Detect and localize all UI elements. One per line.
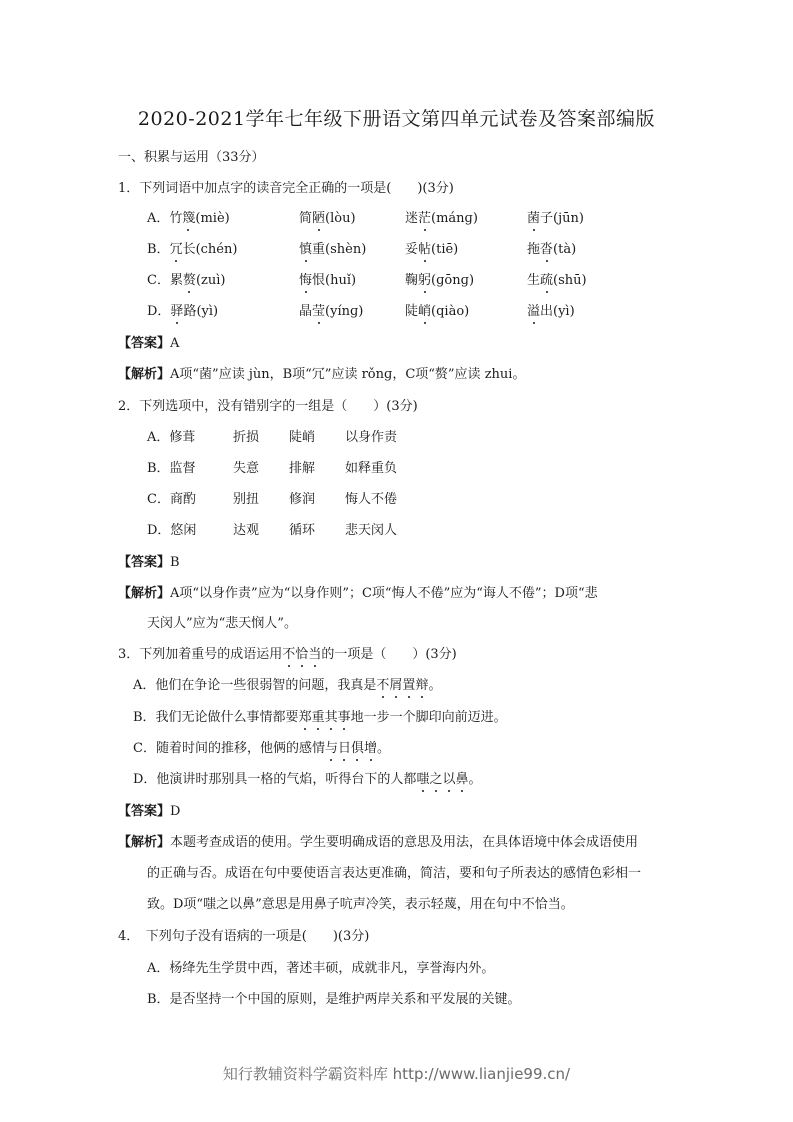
q1-b-1: B．冗长(chén) — [147, 238, 237, 257]
q2-d-4: 悲天闵人 — [345, 523, 398, 538]
q2-d-3: 循环 — [289, 523, 316, 538]
question-3-stem: 3．下列加着重号的成语运用不恰当的一项是（ ）(3分) — [118, 643, 457, 662]
q2-a-1: A．修葺 — [147, 430, 196, 445]
analysis-label: 【解析】 — [118, 586, 171, 601]
analysis-text: 本题考查成语的使用。学生要明确成语的意思及用法，在具体语境中体会成语使用 — [170, 835, 639, 850]
q2-b-3: 排解 — [289, 461, 316, 476]
q2-a-3: 陡峭 — [289, 430, 316, 445]
q3-analysis-continued-1: 的正确与否。成语在句中要使语言表达更准确，简洁，要和句子所表达的感情色彩相一 — [147, 866, 642, 881]
q1-analysis — [118, 363, 525, 382]
q2-b-1: B．监督 — [147, 461, 196, 476]
q2-c-1: C．商酌 — [147, 492, 196, 507]
q3-option-a: A．他们在争论一些很弱智的问题，我真是不屑置辩。 — [133, 674, 441, 693]
q2-d-1: D．悠闲 — [147, 523, 197, 538]
q2-d-2: 达观 — [233, 523, 260, 538]
answer-label: 【答案】 — [118, 804, 171, 819]
analysis-text: A项“菌”应读 jùn，B项“冗”应读 rǒnɡ，C项“赘”应读 zhui。 — [170, 367, 526, 382]
q1-answer — [118, 332, 179, 351]
q2-a-4: 以身作责 — [345, 430, 398, 445]
question-2-stem: 2．下列选项中，没有错别字的一组是（ ）(3分) — [118, 399, 418, 414]
q1-b-3: 妥帖(tiē) — [405, 238, 458, 257]
answer-value: B — [170, 555, 180, 570]
q1-d-1: D．驿路(yì) — [147, 300, 218, 319]
q1-c-1: C．累赘(zuì) — [147, 269, 226, 288]
q1-c-2: 悔恨(huǐ) — [299, 269, 356, 288]
q1-a-1: A．竹篾(miè) — [147, 207, 230, 226]
question-4-stem: 4． 下列句子没有语病的一项是( )(3分) — [118, 929, 370, 944]
q3-answer — [118, 800, 180, 819]
q3-analysis — [118, 831, 638, 850]
q2-c-4: 悔人不倦 — [345, 492, 398, 507]
q1-c-3: 鞠躬(ɡōnɡ) — [405, 269, 474, 288]
section-heading: 一、积累与运用（33分） — [118, 150, 265, 165]
q1-d-2: 晶莹(yínɡ) — [299, 300, 363, 319]
analysis-label: 【解析】 — [118, 367, 171, 382]
analysis-label: 【解析】 — [118, 835, 171, 850]
q3-option-b: B．我们无论做什么事情都要郑重其事地一步一个脚印向前迈进。 — [133, 706, 507, 725]
q2-c-3: 修润 — [289, 492, 316, 507]
q2-b-2: 失意 — [233, 461, 260, 476]
q2-c-2: 别扭 — [233, 492, 260, 507]
q1-d-3: 陡峭(qiào) — [405, 300, 469, 319]
page-footer: 知行教辅资料学霸资料库 http://www.lianjie99.cn/ — [222, 1065, 571, 1083]
q1-c-4: 生疏(shū) — [527, 269, 587, 288]
answer-label: 【答案】 — [118, 555, 171, 570]
q2-a-2: 折损 — [233, 430, 260, 445]
q2-analysis — [118, 582, 598, 601]
q1-a-4: 菌子(jūn) — [527, 207, 584, 226]
q1-a-3: 迷茫(mánɡ) — [405, 207, 478, 226]
answer-label: 【答案】 — [118, 336, 171, 351]
q2-answer — [118, 551, 180, 570]
q3-option-d: D．他演讲时那别具一格的气焰，听得台下的人都嗤之以鼻。 — [133, 768, 482, 787]
q4-option-b: B．是否坚持一个中国的原则，是维护两岸关系和平发展的关键。 — [147, 992, 521, 1007]
q2-analysis-continued: 天闵人”应为“悲天悯人”。 — [147, 616, 297, 631]
answer-value: D — [170, 804, 181, 819]
answer-value: A — [170, 336, 180, 351]
analysis-text: A项“以身作责”应为“以身作则”；C项“悔人不倦”应为“诲人不倦”；D项“悲 — [170, 586, 598, 601]
q1-b-2: 慎重(shèn) — [299, 238, 366, 257]
q3-option-c: C．随着时间的推移，他俩的感情与日俱增。 — [133, 737, 390, 756]
q4-option-a: A．杨绛先生学贯中西，著述丰硕，成就非凡，享誉海内外。 — [147, 961, 495, 976]
q1-d-4: 溢出(yì) — [527, 300, 575, 319]
q3-analysis-continued-2: 致。D项“嗤之以鼻”意思是用鼻子吭声冷笑，表示轻蔑，用在句中不恰当。 — [147, 897, 574, 912]
page-title: 2020-2021学年七年级下册语文第四单元试卷及答案部编版 — [137, 108, 656, 130]
q1-b-4: 拖沓(tà) — [527, 238, 576, 257]
question-1-stem: 1．下列词语中加点字的读音完全正确的一项是( )(3分) — [118, 181, 454, 196]
q1-a-2: 简陋(lòu) — [299, 207, 356, 226]
q2-b-4: 如释重负 — [345, 461, 398, 476]
